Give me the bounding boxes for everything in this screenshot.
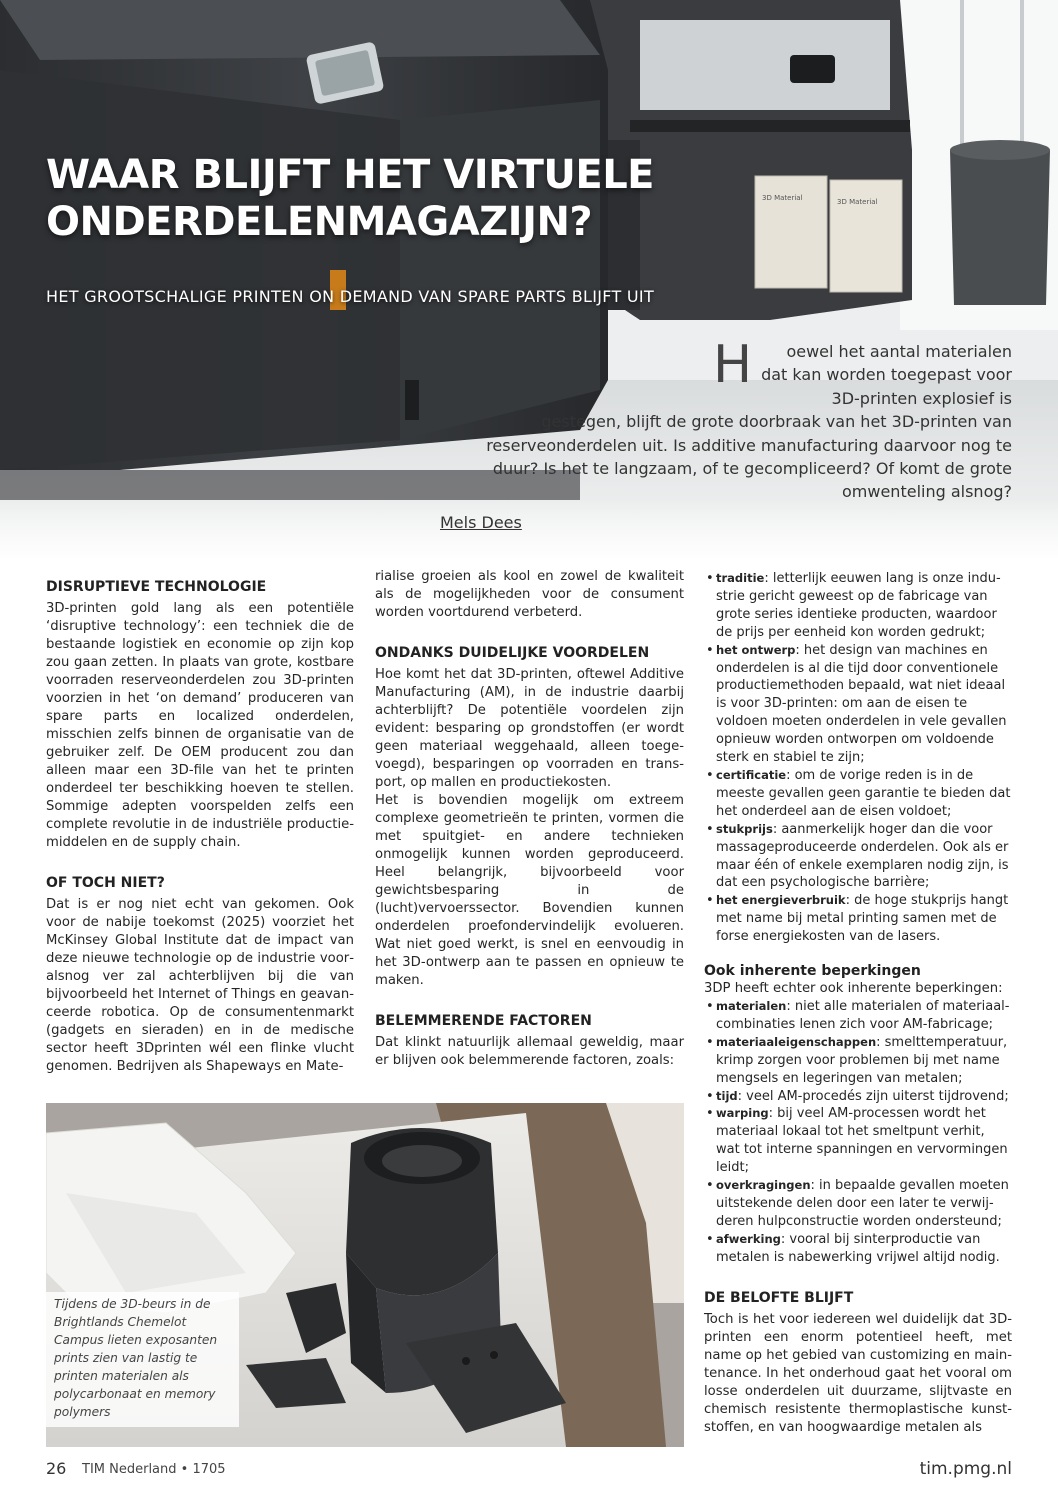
column-2 xyxy=(375,568,684,1070)
heading-ondanks-voordelen: ONDANKS DUIDELIJKE VOORDELEN xyxy=(375,645,650,661)
author-link[interactable]: Mels Dees xyxy=(440,513,522,532)
heading-inherente-beperkingen: Ook inherente beperkingen xyxy=(704,963,921,980)
paragraph-of-toch-niet: Dat is er nog niet echt van gekomen. Ook voor de nabije toekomst (2025) voorziet het McKinsey Global Institute dat de impact van deze nieuwe technologie op de industrie vooralsnog ver zal achterblijven bij die van bijvoorbeeld het Internet of Things en geavanceerde robotica. Op de consumentenmarkt (gadgets en sieraden) en in de medische sector heeft 3Dprinten wél een flinke vlucht genomen. Bedrijven als Shapeways en Mate- xyxy=(46,897,354,1074)
heading-disruptieve-technologie: DISRUPTIEVE TECHNOLOGIE xyxy=(46,579,267,595)
article-title xyxy=(46,152,746,246)
list-item: • het ontwerp: het design van machines en onderdelen is al die tijd door conventionele productiemethoden bepaald, wat niet ideaal is voor 3D-printen: om aan de eisen te voldoen moeten onderdelen in vele gevallen opnieuw worden ontworpen om voldoende sterk en stabiel te zijn; xyxy=(704,642,1012,767)
heading-belemmerende-factoren: BELEMMERENDE FACTOREN xyxy=(375,1013,592,1029)
list-item: • traditie: letterlijk eeuwen lang is onze industrie gericht geweest op de fabricage van grote series identieke producten, waardoor de prijs per eenheid kon worden gedrukt; xyxy=(704,570,1012,642)
intro-paragraph xyxy=(478,335,1012,504)
limitation-list xyxy=(704,998,1012,1267)
intro-dropcap: H xyxy=(713,335,753,395)
paragraph-geometrieen: Het is bovendien mogelijk om extreem complexe geometrieën te printen, vormen die met spuitgiet- en andere technieken onmogelijk kunnen worden geproduceerd. Heel belangrijk, bijvoorbeeld voor gewichtsbesparing in de (lucht)vervoerssector. Bovendien kunnen onderdelen proefondervindelijk evolueren. Wat niet goed werkt, is snel en eenvoudig in het 3D-ontwerp aan te passen en opnieuw te maken. xyxy=(375,793,684,988)
list-item: • materiaaleigenschappen: smelttemperatuur, krimp zorgen voor problemen bij met name mengsels en legeringen van metalen; xyxy=(704,1034,1012,1088)
article-title-line-2: ONDERDELENMAGAZIJN? xyxy=(46,199,593,245)
article-subtitle: HET GROOTSCHALIGE PRINTEN ON DEMAND VAN SPARE PARTS BLIJFT UIT xyxy=(46,287,655,306)
paragraph-beperkingen: 3DP heeft echter ook inherente beperkingen: xyxy=(704,981,1003,997)
website-link[interactable]: tim.pmg.nl xyxy=(919,1459,1012,1479)
list-item: • overkragingen: in bepaalde gevallen moeten uitstekende delen door een later te verwijderen hulpconstructie worden ondersteund; xyxy=(704,1177,1012,1231)
paragraph-disruptieve: 3D-printen gold lang als een potentiële ‘disruptive technology’: een techniek die de bestaande logistiek en economie op zijn kop zou gaan zetten. In plaats van grote, kostbare voorraden reserveonderdelen zou 3D-printen voorzien in het ‘on demand’ produceren van spare parts en localized onderdelen, misschien zelfs binnen de organisatie van de gebruiker zelf. De OEM producent zou dan alleen maar een 3D-file van het te printen onderdeel ter beschikking hoeven te stellen. Sommige adepten voorspelden zelfs een complete revolutie in de industriële productiemiddelen en de supply chain. xyxy=(46,601,354,850)
list-item: • het energieverbruik: de hoge stukprijs hangt met name bij metal printing samen met de forse energiekosten van de lasers. xyxy=(704,892,1012,946)
hero-section xyxy=(0,0,1058,558)
paragraph-belemmerende: Dat klinkt natuurlijk allemaal geweldig, maar er blijven ook belemmerende factoren, zoals: xyxy=(375,1035,684,1068)
article-title-line-1: WAAR BLIJFT HET VIRTUELE xyxy=(46,152,654,198)
page-number: 26 xyxy=(46,1459,67,1478)
paragraph-voordelen: Hoe komt het dat 3D-printen, oftewel Additive Manufacturing (AM), in de industrie daarbij achterblijft? De potentiële voordelen zijn evident: besparing op grondstoffen (er wordt geen materiaal weggehaald, alleen toegevoegd), besparingen op voorraden en transport, op mallen en productiekosten. xyxy=(375,667,684,790)
intro-text: oewel het aantal materialen dat kan worden toegepast voor 3D-printen explosief is gestegen, blijft de grote doorbraak van het 3D-printen van reserveonderdelen uit. Is additive manufacturing daarvoor nog te duur? Is het te langzaam, of te gecompliceerd? Of komt de grote omwenteling alsnog? xyxy=(486,342,1012,502)
box-label-2: 3D Material xyxy=(837,198,878,206)
box-label-1: 3D Material xyxy=(762,194,803,202)
column-3 xyxy=(704,570,1012,1437)
paragraph-belofte: Toch is het voor iedereen wel duidelijk dat 3D-printen een enorm potentieel heeft, met name op het gebied van customizing en maintenance. In het onderhoud gaat het vooral om losse onderdelen uit duurzame, slijtvaste en chemisch resistente thermoplastische kunststoffen, en van hoogwaardige metalen als xyxy=(704,1311,1012,1435)
paragraph-continuation: rialise groeien als kool en zowel de kwaliteit als de mogelijkheden voor de consument worden voortdurend verbeterd. xyxy=(375,569,684,620)
list-item: • stukprijs: aanmerkelijk hoger dan die voor massageproduceerde onderdelen. Ook als er maar één of enkele exemplaren nodig zijn, is dat een psychologische barrière; xyxy=(704,821,1012,893)
photo-caption-text: Tijdens de 3D-beurs in de Brightlands Chemelot Campus lieten exposanten prints zien van lastig te printen materialen als polycarbonaat en memory polymers xyxy=(54,1297,218,1419)
column-1 xyxy=(46,578,354,1076)
list-item: • materialen: niet alle materialen of materiaalcombinaties lenen zich voor AM-fabricage; xyxy=(704,998,1012,1034)
list-item: • warping: bij veel AM-processen wordt het materiaal lokaal tot het smeltpunt verhit, wat tot interne spanningen en vervormingen leidt; xyxy=(704,1105,1012,1177)
list-item: • afwerking: vooral bij sinterproductie van metalen is nabewerking vrijwel altijd nodig. xyxy=(704,1231,1012,1267)
list-item: • certificatie: om de vorige reden is in de meeste gevallen geen garantie te bieden dat het onderdeel aan de eisen voldoet; xyxy=(704,767,1012,821)
photo-caption xyxy=(46,1292,239,1427)
magazine-issue: TIM Nederland • 1705 xyxy=(82,1462,226,1477)
heading-de-belofte-blijft: DE BELOFTE BLIJFT xyxy=(704,1289,854,1306)
factor-list xyxy=(704,570,1012,946)
list-item: • tijd: veel AM-procedés zijn uiterst tijdrovend; xyxy=(704,1088,1012,1106)
heading-of-toch-niet: OF TOCH NIET? xyxy=(46,875,165,891)
